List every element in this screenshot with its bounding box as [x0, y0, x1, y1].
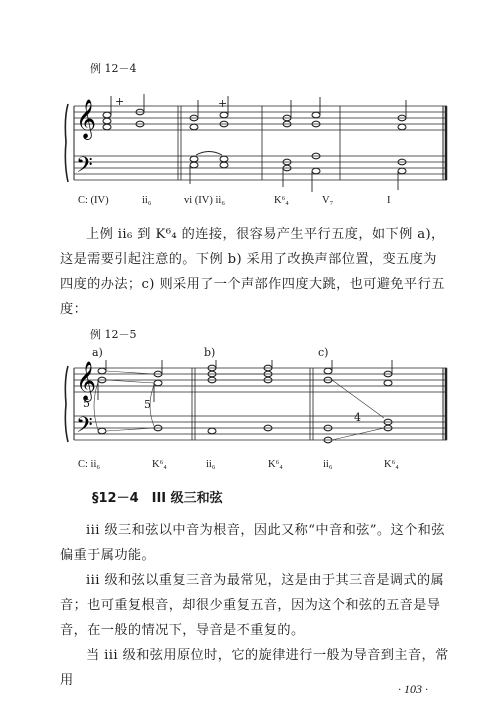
interval-number: 5 [83, 397, 90, 410]
body-paragraph: iii 级三和弦以中音为根音，因此又称“中音和弦”。这个和弦偏重于属功能。 [60, 523, 445, 563]
music-score-example-12-5 [62, 360, 448, 452]
harmony-label: ii₆ [206, 459, 216, 470]
interval-number: 4 [354, 411, 361, 424]
harmony-label: C: (IV) [78, 195, 109, 206]
svg-text:𝄢: 𝄢 [76, 413, 93, 442]
harmony-label: V₇ [322, 195, 334, 206]
harmony-label: K⁶₄ [274, 195, 289, 206]
harmony-label: K⁶₄ [152, 459, 167, 470]
harmony-label: vi (IV) ii₆ [184, 195, 225, 206]
svg-text:𝄞: 𝄞 [76, 363, 97, 400]
svg-text:𝄞: 𝄞 [76, 101, 97, 138]
interval-number: 5 [144, 398, 151, 411]
harmony-label: K⁶₄ [384, 459, 399, 470]
body-paragraph: iii 级和弦以重复三音为最常见，这是由于其三音是调式的属音；也可重复根音，却很少重复五音，因为这个和弦的五音是导音，在一般的情况下，导音是不重复的。 [60, 573, 445, 638]
body-text [60, 518, 450, 693]
part-label: a) [92, 346, 103, 359]
example-label: 例 12－5 [90, 328, 137, 341]
section-heading: §12－4 III 级三和弦 [92, 491, 223, 506]
harmony-label: C: ii₆ [78, 459, 101, 470]
body-paragraph: 上例 ii₆ 到 K⁶₄ 的连接，很容易产生平行五度，如下例 a)，这是需要引起注意的。下例 b) 采用了改换声部位置，变五度为四度的办法；c) 则采用了一个声部作四度大跳，也可避免平行五度： [60, 227, 445, 317]
harmony-label: I [387, 195, 391, 206]
page-number: · 103 · [398, 682, 428, 696]
harmony-label: ii₆ [142, 195, 152, 206]
example-label: 例 12－4 [90, 62, 137, 75]
body-paragraph: 当 iii 级和弦用原位时，它的旋律进行一般为导音到主音，常用 [60, 648, 449, 688]
part-label: b) [204, 346, 216, 359]
harmony-label: ii₆ [323, 459, 333, 470]
svg-text:𝄢: 𝄢 [76, 153, 93, 182]
fingering-mark: + [115, 95, 125, 108]
fingering-mark: + [218, 97, 228, 110]
music-score-example-12-4 [62, 92, 448, 212]
harmony-label: K⁶₄ [268, 459, 283, 470]
part-label: c) [318, 346, 329, 359]
